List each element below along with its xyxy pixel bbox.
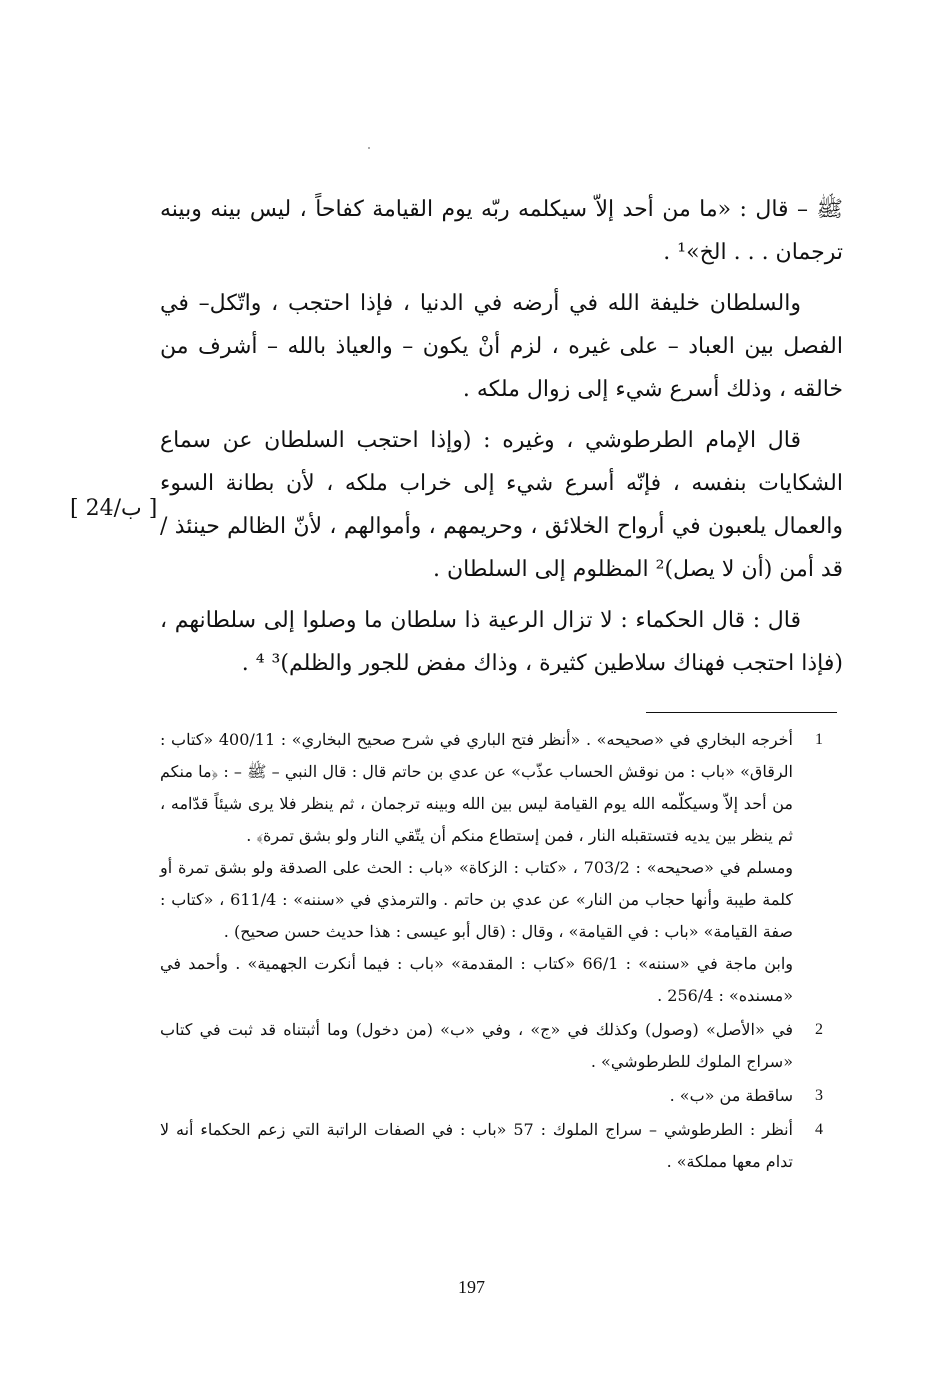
footnote-number: 1: [815, 731, 823, 748]
footnote-number: 4: [815, 1121, 823, 1138]
footnote-4: [160, 1114, 843, 1178]
footnote-number: 2: [815, 1021, 823, 1038]
footnotes: [160, 724, 843, 1180]
paragraph-2: والسلطان خليفة الله في أرضه في الدنيا ، فإذا احتجب ، واتّكل– في الفصل بين العباد – على غيره ، لزم أنْ يكون – والعياذ بالله – أشرف من خالقه ، وذلك أسرع شيء إلى زوال ملكه .: [160, 291, 843, 402]
footnote-text: أنظر : الطرطوشي – سراج الملوك : 57 «باب : في الصفات الراتبة التي زعم الحكماء أنه لا تدام معها مملكة» .: [160, 1120, 794, 1171]
main-text: [160, 188, 843, 693]
footnote-2: [160, 1014, 843, 1078]
paragraph-3: قال الإمام الطرطوشي ، وغيره : (وإذا احتجب السلطان عن سماع الشكايات بنفسه ، فإنّه أسرع شيء إلى خراب ملكه ، لأن بطانة السوء والعمال يلعبون في أرواح الخلائق ، وحريمهم ، وأموالهم ، لأنّ الظالم حينئذ / قد أمن (أن لا يصل)² المظلوم إلى السلطان .: [160, 428, 843, 582]
footnote-3: [160, 1080, 843, 1112]
footnote-number: 3: [815, 1087, 823, 1104]
footnote-text: في «الأصل» (وصول) وكذلك في «ج» ، وفي «ب» (من دخول) وما أثبتناه قد ثبت في كتاب «سراج الملوك للطرطوشي» .: [160, 1020, 793, 1071]
footnote-separator: [646, 712, 837, 713]
scan-speck: [368, 147, 370, 149]
footnote-text: أخرجه البخاري في «صحيحه» . «أنظر فتح الباري في شرح صحيح البخاري» : 400/11 «كتاب : الرقاق» «باب : من نوقش الحساب عذّب» عن عدي بن حاتم قال : قال النبي – ﷺ – : ﴿ما منكم من أحد إلاّ وسيكلّمه الله يوم القيامة ليس بين الله وبينه ترجمان ، ثم ينظر فلا يرى شيئاً قدّامه ، ثم ينظر بين يديه فتستقبله النار ، فمن إستطاع منكم أن يتّقي النار ولو بشق تمرة﴾ .: [160, 730, 793, 845]
footnote-1: [160, 724, 843, 1012]
manuscript-folio-reference: [ 24/ب ]: [70, 496, 158, 521]
footnote-text: ساقطة من «ب» .: [669, 1086, 793, 1105]
paragraph-1: ﷺ – قال : «ما من أحد إلاّ سيكلمه ربّه يوم القيامة كفاحاً ، ليس بينه وبينه ترجمان . . . الخ»¹ .: [160, 197, 843, 265]
footnote-text: ومسلم في «صحيحه» : 703/2 ، «كتاب : الزكاة» «باب : الحث على الصدقة ولو بشق تمرة أو كلمة طيبة وأنها حجاب من النار» عن عدي بن حاتم . والترمذي في «سننه» : 611/4 ، «كتاب : صفة القيامة» «باب : في القيامة» ، وقال : (قال أبو عيسى : هذا حديث حسن صحيح) .: [160, 858, 794, 941]
paragraph-4: قال : قال الحكماء : لا تزال الرعية ذا سلطان ما وصلوا إلى سلطانهم ، (فإذا احتجب فهناك سلاطين كثيرة ، وذاك مفض للجور والظلم)³ ⁴ .: [160, 608, 843, 676]
footnote-text: وابن ماجة في «سننه» : 66/1 «كتاب : المقدمة» «باب : فيما أنكرت الجهمية» . وأحمد في «مسنده» : 256/4 .: [160, 954, 793, 1005]
page-number: 197: [458, 1277, 485, 1297]
